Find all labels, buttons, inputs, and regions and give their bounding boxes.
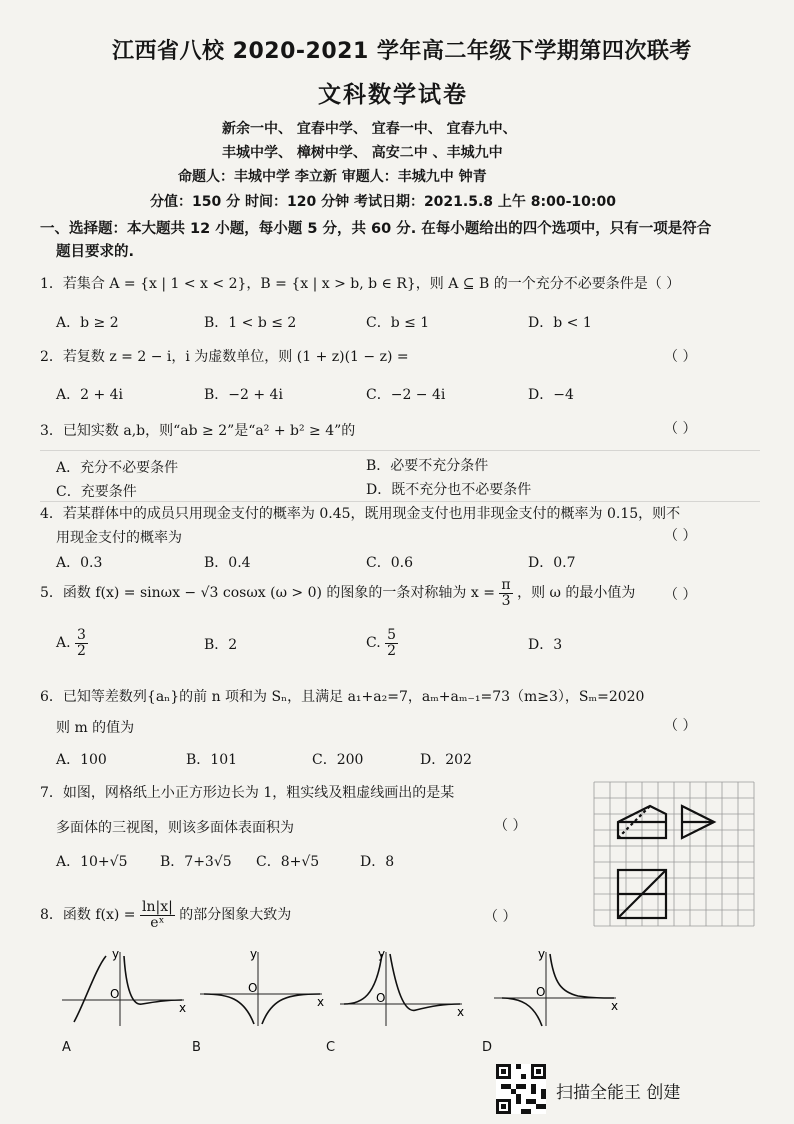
q3-option-c: C．充要条件: [56, 484, 137, 500]
q5-opt-a-num: 3: [77, 627, 86, 643]
graph-label-d: D: [482, 1040, 493, 1055]
q8-graph-d: [494, 948, 618, 1028]
graph-c-origin: O: [376, 991, 386, 1005]
q6-answer-paren: （ ）: [664, 718, 697, 734]
exam-meta: 分值：150 分 时间：120 分钟 考试日期：2021.5.8 上午 8:00-10:00: [150, 194, 616, 210]
scanner-watermark-text: 扫描全能王 创建: [556, 1083, 681, 1103]
q5-opt-a-den: 2: [77, 642, 86, 659]
q5-fraction: [499, 578, 512, 608]
question-4-line2: 用现金支付的概率为: [56, 530, 182, 546]
q5-opt-a-fraction: [75, 628, 88, 658]
q7-option-c: C．8+√5: [256, 854, 320, 870]
graph-d-x-label: x: [611, 999, 619, 1013]
q8-fraction: [140, 900, 175, 930]
q4-option-a: A．0.3: [56, 555, 103, 571]
q6-option-d: D．202: [420, 752, 472, 768]
q5-option-a: [56, 628, 88, 658]
q8-graph-c: [340, 948, 464, 1028]
q4-option-d: D．0.7: [528, 555, 576, 571]
section-heading-line1: 一、选择题：本大题共 12 小题，每小题 5 分，共 60 分. 在每小题给出的四个选项中，只有一项是符合: [40, 221, 712, 237]
graph-c-y-label: y: [378, 947, 386, 961]
q3-option-d: D．既不充分也不必要条件: [366, 482, 532, 498]
qr-code-icon: [496, 1064, 546, 1114]
q7-answer-paren: （ ）: [494, 818, 527, 834]
q2-option-c: C．−2 − 4i: [366, 387, 446, 403]
q7-option-a: A．10+√5: [56, 854, 128, 870]
question-6-line2: 则 m 的值为: [56, 720, 135, 736]
q1-option-a: A．b ≥ 2: [56, 315, 119, 331]
graph-d-origin: O: [536, 985, 546, 999]
graph-a-x-label: x: [179, 1001, 187, 1015]
question-2-stem: 2．若复数 z = 2 − i，i 为虚数单位，则 (1 + z)(1 − z) =: [40, 349, 409, 365]
question-7-line1: 7．如图，网格纸上小正方形边长为 1，粗实线及粗虚线画出的是某: [40, 785, 455, 801]
q2-option-b: B．−2 + 4i: [204, 387, 283, 403]
graph-label-c: C: [326, 1040, 336, 1055]
question-3-stem: 3．已知实数 a,b，则“ab ≥ 2”是“a² + b² ≥ 4”的: [40, 423, 356, 439]
schools-line-2: 丰城中学、 樟树中学、 高安二中 、丰城九中: [222, 145, 503, 161]
q8-frac-denominator: eˣ: [150, 914, 165, 931]
q5-opt-c-num: 5: [387, 627, 397, 643]
q6-option-a: A．100: [56, 752, 107, 768]
q5-answer-paren: （ ）: [664, 587, 697, 603]
section-heading-line2: 题目要求的.: [56, 244, 135, 260]
q8-graph-b: [200, 948, 324, 1028]
q5-option-c: [366, 628, 398, 658]
authors-line: 命题人：丰城中学 李立新 审题人：丰城九中 钟青: [178, 169, 487, 185]
graph-label-b: B: [192, 1040, 201, 1055]
q5-option-d: D．3: [528, 637, 563, 653]
q5-stem-part-b: ，则 ω 的最小值为: [517, 585, 636, 602]
exam-subtitle: 文科数学试卷: [318, 82, 468, 108]
graph-label-a: A: [62, 1040, 71, 1055]
q5-opt-c-den: 2: [387, 642, 397, 659]
q5-option-b: B．2: [204, 637, 238, 653]
q1-option-d: D．b < 1: [528, 315, 592, 331]
q3-option-a: A．充分不必要条件: [56, 460, 179, 476]
graph-b-x-label: x: [317, 995, 325, 1009]
question-6-stem: 6．已知等差数列{aₙ}的前 n 项和为 Sₙ，且满足 a₁+a₂=7，aₘ+aₘ₋₁=73（m≥3），Sₘ=2020: [40, 689, 645, 705]
graph-c-x-label: x: [457, 1005, 465, 1019]
schools-line-1: 新余一中、 宜春中学、 宜春一中、 宜春九中、: [222, 121, 517, 137]
graph-a-y-label: y: [112, 947, 120, 961]
q1-option-b: B．1 < b ≤ 2: [204, 315, 297, 331]
graph-a-origin: O: [110, 987, 120, 1001]
q3-option-b: B．必要不充分条件: [366, 458, 489, 474]
graph-b-left-branch: [204, 994, 254, 1024]
exam-title: 江西省八校 2020-2021 学年高二年级下学期第四次联考: [112, 39, 692, 64]
q4-option-c: C．0.6: [366, 555, 413, 571]
q5-opt-c-label: C.: [366, 635, 381, 652]
graph-b-origin: O: [248, 981, 258, 995]
q8-answer-paren: （ ）: [484, 909, 517, 925]
q5-frac-numerator: π: [501, 577, 511, 593]
side-view: [682, 806, 714, 838]
graph-d-right-branch: [550, 954, 614, 998]
q7-option-b: B．7+3√5: [160, 854, 232, 870]
q5-stem-part-a: 5．函数 f(x) = sinωx − √3 cosωx (ω > 0) 的图象的一条对称轴为 x =: [40, 585, 495, 602]
q8-frac-numerator: ln|x|: [142, 899, 173, 915]
q2-option-d: D．−4: [528, 387, 574, 403]
graph-a-right-branch: [124, 956, 182, 1004]
graph-b-right-branch: [262, 994, 320, 1024]
q5-opt-c-fraction: [385, 628, 398, 658]
question-8-stem: [40, 900, 291, 930]
q8-stem-part-a: 8．函数 f(x) =: [40, 907, 136, 924]
q2-option-a: A．2 + 4i: [56, 387, 124, 403]
graph-b-y-label: y: [250, 947, 258, 961]
q5-opt-a-label: A.: [56, 635, 71, 652]
graph-c-right-branch: [390, 954, 460, 1010]
three-view-grid-figure: [594, 782, 754, 930]
q7-option-d: D．8: [360, 854, 395, 870]
q8-stem-part-b: 的部分图象大致为: [179, 907, 292, 924]
q4-answer-paren: （ ）: [664, 528, 697, 544]
question-4-line1: 4．若某群体中的成员只用现金支付的概率为 0.45，既用现金支付也用非现金支付的概率为 0.15，则不: [40, 506, 681, 522]
graph-d-left-branch: [502, 998, 542, 1026]
q4-option-b: B．0.4: [204, 555, 251, 571]
q6-option-b: B．101: [186, 752, 238, 768]
graph-d-y-label: y: [538, 947, 546, 961]
q2-answer-paren: （ ）: [664, 349, 697, 365]
q5-frac-denominator: 3: [501, 592, 511, 609]
q3-answer-paren: （ ）: [664, 421, 697, 437]
question-1-stem: 1．若集合 A = {x | 1 < x < 2}，B = {x | x > b, b ∈ R}，则 A ⊆ B 的一个充分不必要条件是（ ）: [40, 276, 681, 292]
q8-graph-a: [62, 948, 186, 1028]
question-5-stem: [40, 578, 635, 608]
q6-option-c: C．200: [312, 752, 364, 768]
q1-option-c: C．b ≤ 1: [366, 315, 430, 331]
question-7-line2: 多面体的三视图，则该多面体表面积为: [56, 820, 294, 836]
graph-a-left-branch: [74, 956, 106, 1022]
